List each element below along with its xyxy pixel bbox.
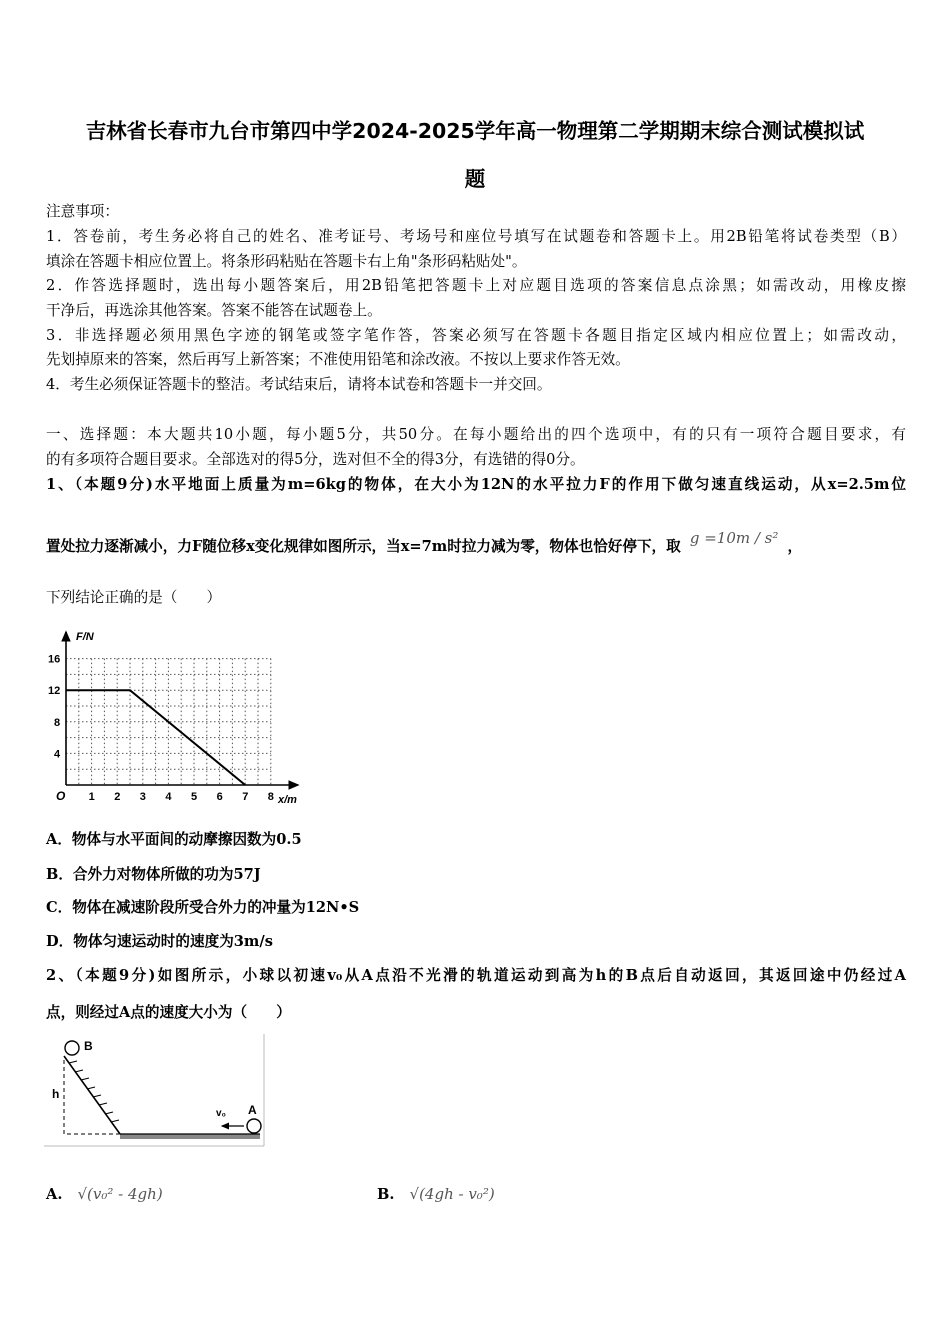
x-tick-label: 2 (114, 791, 121, 803)
y-tick-label: 16 (48, 653, 61, 666)
x-tick-label: 7 (242, 791, 249, 803)
x-tick-label: 8 (267, 791, 274, 803)
notice-line: 3．非选择题必须用黑色字迹的钢笔或签字笔作答，答案必须写在答题卡各题目指定区域内相应位置上；如需改动， (46, 327, 906, 344)
x-tick-label: 1 (88, 791, 95, 803)
exam-title-cont: 题 (464, 167, 486, 191)
notice-line: 2．作答选择题时，选出每小题答案后，用2B铅笔把答题卡上对应题目选项的答案信息点涂黑；如需改动，用橡皮擦 (46, 277, 906, 294)
gravity-formula: g =10m / s² (689, 529, 779, 547)
option-b-formula: √(4gh - v₀²) (409, 1185, 495, 1203)
q1-text (46, 529, 906, 557)
label-a: A (248, 1103, 257, 1117)
q2-text: 2、（本题9分)如图所示，小球以初速v₀从A点沿不光滑的轨道运动到高为h的B点后自动返回，其返回途中仍经过A (46, 967, 906, 984)
notice-line: 先划掉原来的答案，然后再写上新答案；不准使用铅笔和涂改液。不按以上要求作答无效。 (46, 351, 630, 368)
x-axis-label: x/m (278, 794, 297, 806)
notice-heading: 注意事项： (46, 203, 119, 220)
option-label: A. (46, 1186, 63, 1203)
notice-line: 4．考生必须保证答题卡的整洁。考试结束后，请将本试卷和答题卡一并交回。 (46, 376, 552, 393)
section-intro: 一、选择题：本大题共10小题，每小题5分，共50分。在每小题给出的四个选项中，有的只有一项符合题目要求，有 (46, 426, 906, 443)
q2-option-b (377, 1184, 495, 1205)
ball-a (247, 1119, 261, 1133)
x-tick-label: 5 (191, 791, 198, 803)
q1-option-a: A．物体与水平面间的动摩擦因数为0.5 (46, 831, 302, 848)
x-tick-label: 3 (139, 791, 146, 803)
q1-prompt: 下列结论正确的是（ ） (46, 589, 222, 606)
option-label: B. (377, 1186, 395, 1203)
q1-text-end: ， (787, 538, 803, 555)
y-axis-label: F/N (76, 631, 94, 643)
force-displacement-graph (40, 620, 310, 810)
notice-line: 填涂在答题卡相应位置上。将条形码粘贴在答题卡右上角"条形码粘贴处"。 (46, 253, 527, 270)
q2-text: 点，则经过A点的速度大小为（ ） (46, 1004, 291, 1021)
ground (120, 1134, 260, 1139)
notice-line: 干净后，再选涂其他答案。答案不能答在试题卷上。 (46, 302, 382, 319)
origin-label: O (56, 789, 66, 803)
q1-text-part: 置处拉力逐渐减小，力F随位移x变化规律如图所示，当x=7m时拉力减为零，物体也恰好停下，取 (46, 538, 681, 555)
x-tick-label: 4 (165, 791, 172, 803)
option-a-formula: √(v₀² - 4gh) (77, 1185, 163, 1203)
label-v0: v₀ (216, 1108, 227, 1119)
y-tick-label: 12 (48, 685, 61, 698)
y-tick-label: 8 (54, 716, 61, 729)
x-tick-label: 6 (216, 791, 223, 803)
q1-option-c: C．物体在减速阶段所受合外力的冲量为12N•S (46, 899, 360, 916)
label-h: h (52, 1087, 60, 1101)
exam-title: 吉林省长春市九台市第四中学2024-2025学年高一物理第二学期期末综合测试模拟试 (85, 119, 865, 143)
q1-text: 1、（本题9分)水平地面上质量为m=6kg的物体，在大小为12N的水平拉力F的作用下做匀速直线运动，从x=2.5m位 (46, 476, 906, 493)
q1-option-d: D．物体匀速运动时的速度为3m/s (46, 933, 273, 950)
notice-line: 1．答卷前，考生务必将自己的姓名、准考证号、考场号和座位号填写在试题卷和答题卡上。用2B铅笔将试卷类型（B） (46, 228, 906, 245)
section-intro: 的有多项符合题目要求。全部选对的得5分，选对但不全的得3分，有选错的得0分。 (46, 451, 585, 468)
y-tick-label: 4 (54, 748, 61, 761)
track-diagram (44, 1034, 266, 1148)
q1-option-b: B．合外力对物体所做的功为57J (46, 866, 261, 883)
label-b: B (84, 1039, 93, 1053)
ball-b (65, 1041, 79, 1055)
q2-option-a (46, 1184, 163, 1205)
